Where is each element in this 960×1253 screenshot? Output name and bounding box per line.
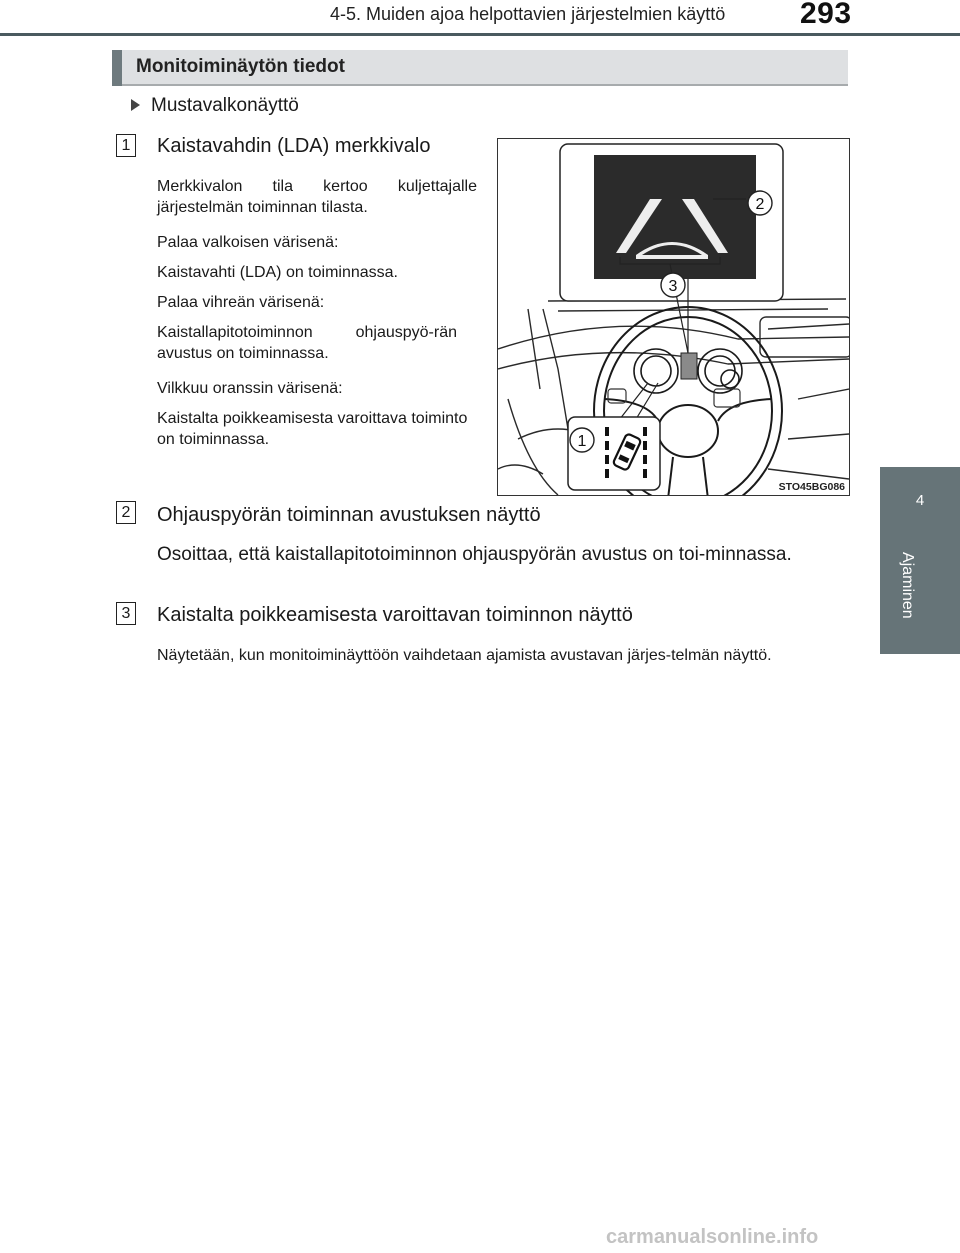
item-1-paragraph: Vilkkuu oranssin värisenä: [157, 380, 343, 397]
watermark: carmanualsonline.info [606, 1226, 819, 1248]
item-1-paragraph: Palaa vihreän värisenä: [157, 294, 325, 311]
item-1-paragraph: Kaistavahti (LDA) on toiminnassa. [157, 264, 398, 281]
header-rule [0, 33, 960, 36]
triangle-bullet-icon [131, 99, 140, 111]
callout-3: 3 [668, 278, 678, 295]
page-number: 293 [800, 0, 852, 30]
chapter-label: Ajaminen [899, 552, 916, 619]
section-title: Monitoiminäytön tiedot [136, 56, 345, 77]
item-number-2: 2 [116, 501, 136, 524]
item-number-1: 1 [116, 134, 136, 157]
section-heading-bar [112, 50, 848, 86]
bullet-heading [131, 95, 299, 117]
chapter-number: 4 [915, 492, 925, 509]
running-header: 4-5. Muiden ajoa helpottavien järjestelmien käyttö [330, 4, 726, 24]
section-bar-edge [112, 50, 122, 86]
item-2-text: Osoittaa, että kaistallapitotoiminnon ohjauspyörän avustus on toi-minnassa. [157, 544, 792, 565]
item-1-paragraph: Merkkivalon tila kertoo kuljettajalle järjestelmän toiminnan tilasta. [157, 178, 477, 216]
item-3-text: Näytetään, kun monitoiminäyttöön vaihdetaan ajamista avustavan järjes-telmän näyttö. [157, 647, 772, 664]
item-title-1: Kaistavahdin (LDA) merkkivalo [157, 135, 431, 157]
item-number-3: 3 [116, 602, 136, 625]
bullet-text: Mustavalkonäyttö [151, 95, 299, 116]
item-title-2: Ohjauspyörän toiminnan avustuksen näyttö [157, 504, 541, 526]
item-1-paragraph: Kaistalta poikkeamisesta varoittava toiminto on toiminnassa. [157, 410, 468, 448]
figure-code: STO45BG086 [778, 481, 845, 493]
dashboard-figure [497, 138, 850, 496]
item-title-3: Kaistalta poikkeamisesta varoittavan toiminnon näyttö [157, 604, 633, 626]
item-1-paragraph: Palaa valkoisen värisenä: [157, 234, 339, 251]
callout-1: 1 [577, 433, 587, 450]
item-1-paragraph: Kaistallapitotoiminnon ohjauspyö-rän avustus on toiminnassa. [157, 324, 457, 362]
callout-2: 2 [755, 196, 765, 213]
dashboard-illustration [498, 139, 849, 495]
